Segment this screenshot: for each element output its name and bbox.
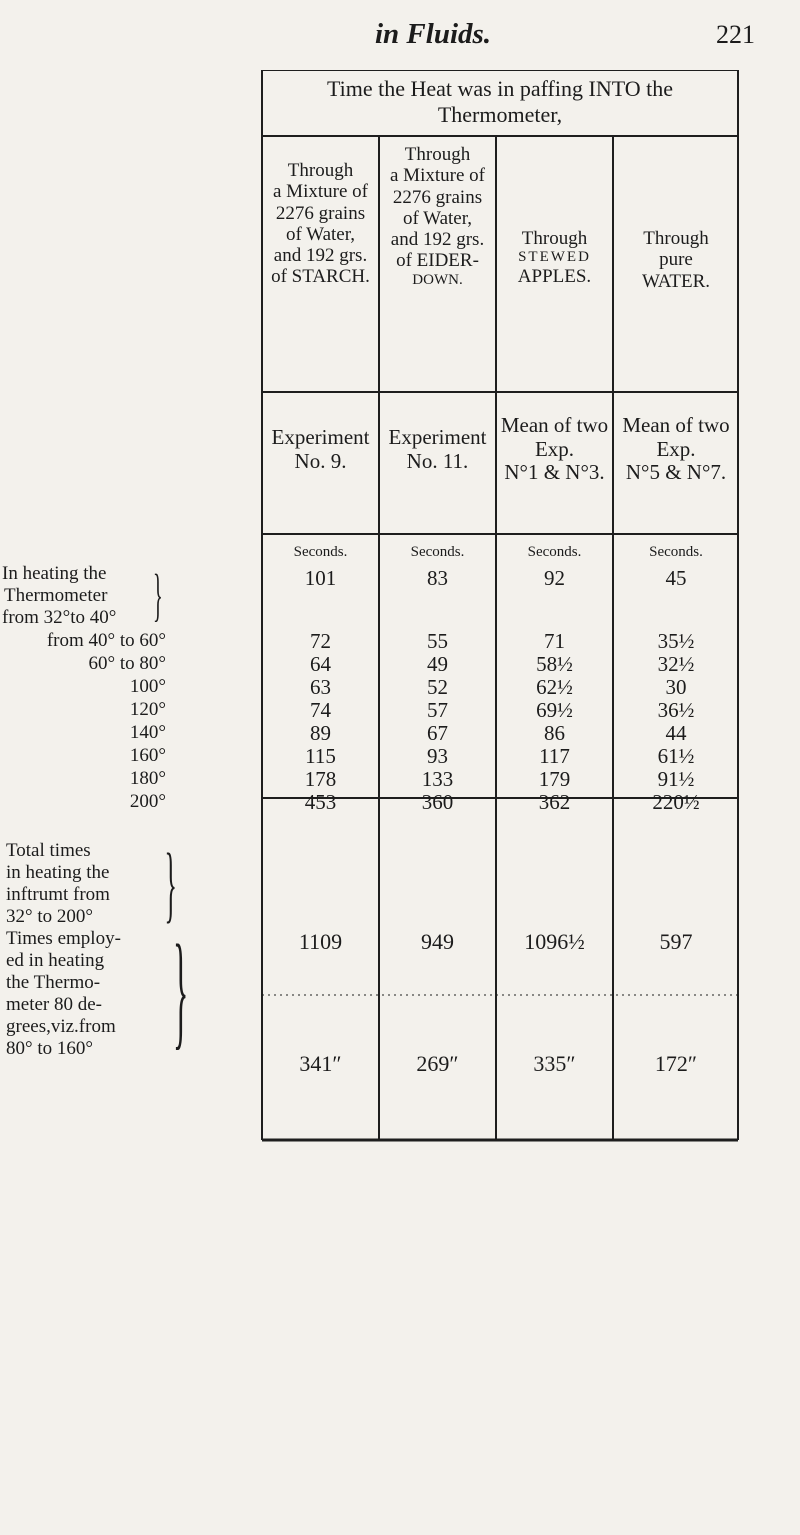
col-2-value-5: 57 <box>427 698 448 722</box>
col-4-value-9: 220½ <box>652 790 700 814</box>
brace-total: } <box>164 835 177 931</box>
col-1-value-3: 64 <box>310 652 331 676</box>
row-label-times-4: meter 80 de- <box>6 994 103 1015</box>
row-label-total-3: inftrumt from <box>6 884 110 905</box>
row-label-times-3: the Thermo- <box>6 972 101 993</box>
col-3-value-6: 86 <box>544 721 565 745</box>
col-1-value-1: 101 <box>304 566 337 590</box>
row-label-range-3: 100° <box>129 676 166 697</box>
col-1-value-8: 178 <box>304 767 337 791</box>
row-label-range-4: 120° <box>129 699 166 720</box>
col-1-value-7: 115 <box>305 744 336 768</box>
col-1-substance: Through a Mixture of 2276 grains of Water, and 192 grs. of STARCH. <box>271 160 370 288</box>
col-3-value-5: 69½ <box>536 698 573 722</box>
col-4-value-3: 32½ <box>657 652 695 676</box>
brace-first: } <box>153 562 163 627</box>
col-4-value-6: 44 <box>665 721 687 745</box>
col-4-value-2: 35½ <box>657 629 695 653</box>
col-4-value-7: 61½ <box>657 744 695 768</box>
row-label-times-5: grees,viz.from <box>6 1016 116 1037</box>
row-label-total-1: Total times <box>6 840 91 861</box>
col-2-value-2: 55 <box>427 629 448 653</box>
row-label-range-7: 180° <box>129 768 166 789</box>
col-4-value-8: 91½ <box>657 767 695 791</box>
col-4-unit: Seconds. <box>649 544 703 560</box>
col-3-value-3: 58½ <box>536 652 573 676</box>
col-1-value-9: 453 <box>304 790 337 814</box>
col-2-eighty-to-160: 269″ <box>416 1051 459 1076</box>
running-head <box>0 18 800 58</box>
col-3-value-8: 179 <box>538 767 571 791</box>
col-4-value-1: 45 <box>665 566 687 590</box>
row-label-first-2: Thermometer <box>4 585 108 606</box>
row-label-first-3: from 32°to 40° <box>2 607 117 628</box>
row-label-times-1: Times employ- <box>6 928 121 949</box>
col-2-unit: Seconds. <box>410 544 465 560</box>
row-label-range-8: 200° <box>129 791 166 812</box>
row-label-total-4: 32° to 200° <box>6 906 93 927</box>
running-head-title: in Fluids. <box>375 18 492 50</box>
col-3-value-2: 71 <box>544 629 565 653</box>
col-3-value-9: 362 <box>538 790 571 814</box>
col-4-total: 597 <box>659 929 693 954</box>
row-label-range-6: 160° <box>129 745 166 766</box>
col-4-substance: Through pure WATER. <box>641 228 711 292</box>
col-4-value-5: 36½ <box>657 698 695 722</box>
row-label-range-2: 60° to 80° <box>88 653 166 674</box>
page-number: 221 <box>716 20 755 49</box>
row-label-total-2: in heating the <box>6 862 110 883</box>
col-2-value-4: 52 <box>427 675 448 699</box>
col-1-value-4: 63 <box>310 675 331 699</box>
col-4-value-4: 30 <box>665 675 687 699</box>
spanning-header-line-1: Time the Heat was in paffing INTO the <box>326 76 674 101</box>
col-2-value-3: 49 <box>427 652 448 676</box>
col-2-substance: Through a Mixture of 2276 grains of Water, and 192 grs. of EIDER- DOWN. <box>390 144 485 288</box>
spanning-header-line-2: Thermometer, <box>437 102 563 128</box>
col-2-value-6: 67 <box>427 721 448 745</box>
col-2-value-7: 93 <box>427 744 448 768</box>
col-2-value-1: 83 <box>427 566 448 590</box>
col-3-value-7: 117 <box>539 744 570 768</box>
col-2-value-9: 360 <box>421 790 454 814</box>
col-3-experiment: Mean of two Exp. N°1 & N°3. <box>500 413 609 485</box>
col-1-value-5: 74 <box>310 698 331 722</box>
col-3-value-4: 62½ <box>536 675 573 699</box>
data-table <box>260 70 740 1142</box>
col-4-eighty-to-160: 172″ <box>654 1051 698 1076</box>
col-2-value-8: 133 <box>421 767 454 791</box>
col-3-substance: Through STEWED APPLES. <box>517 228 592 288</box>
col-3-unit: Seconds. <box>527 544 582 560</box>
col-1-experiment: Experiment No. 9. <box>271 425 370 473</box>
col-3-total: 1096½ <box>524 929 585 954</box>
col-2-experiment: Experiment No. 11. <box>388 425 487 473</box>
spanning-header <box>265 76 735 129</box>
row-label-range-5: 140° <box>129 722 166 743</box>
row-label-times-6: 80° to 160° <box>6 1038 93 1059</box>
col-1-value-2: 72 <box>310 629 331 653</box>
col-1-value-6: 89 <box>310 721 331 745</box>
brace-times: } <box>173 919 189 1061</box>
col-1-unit: Seconds. <box>293 544 348 560</box>
row-label-range-1: from 40° to 60° <box>46 630 166 651</box>
col-4-experiment: Mean of two Exp. N°5 & N°7. <box>622 413 730 485</box>
row-label-times-2: ed in heating <box>6 950 105 971</box>
col-3-eighty-to-160: 335″ <box>533 1051 576 1076</box>
col-1-total: 1109 <box>298 929 343 954</box>
col-1-eighty-to-160: 341″ <box>299 1051 342 1076</box>
row-label-first-1: In heating the <box>2 563 107 584</box>
col-3-value-1: 92 <box>544 566 565 590</box>
col-2-total: 949 <box>421 929 454 954</box>
